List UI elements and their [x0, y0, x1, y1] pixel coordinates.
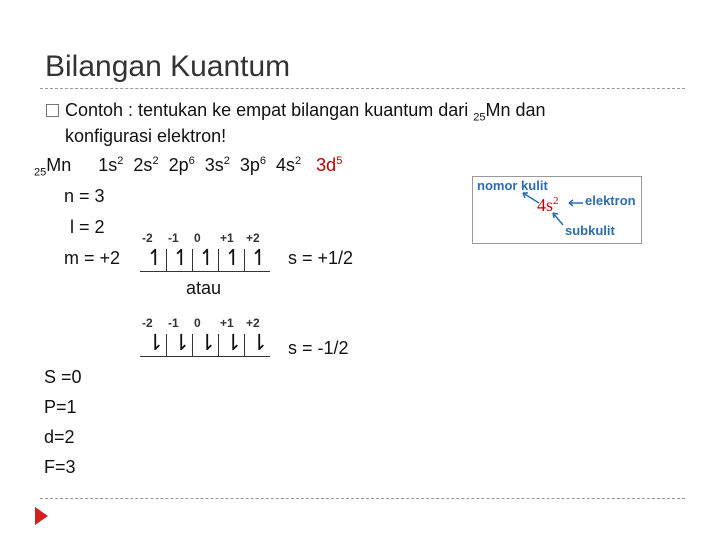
spin-up-value: s = +1/2: [288, 248, 354, 268]
electron-configuration: [34, 155, 342, 179]
symbol-p: P=1: [44, 397, 77, 417]
symbol-s: S =0: [44, 367, 82, 387]
orbital-label: +1: [220, 231, 234, 245]
orbital-diagram-up: [140, 245, 270, 272]
electron-spin-arrow: ⇂: [224, 330, 243, 355]
legend-elektron: elektron: [585, 193, 636, 208]
config-term: $2s^2$: [133, 155, 159, 175]
legend-nomor-kulit: nomor kulit: [477, 178, 548, 193]
orbital-label: +1: [220, 316, 234, 330]
next-slide-icon[interactable]: [35, 507, 48, 525]
spin-down-value: s = -1/2: [288, 338, 349, 358]
electron-spin-arrow: ⇂: [172, 330, 191, 355]
orbital-label: +2: [246, 316, 260, 330]
highlight-term: $3d^5$: [316, 155, 343, 175]
question-text: Contoh : tentukan ke empat bilangan kuantum dari: [65, 100, 474, 120]
symbol-d: d=2: [44, 427, 75, 447]
orbital-label: +2: [246, 231, 260, 245]
page-title: Bilangan Kuantum: [45, 50, 291, 83]
config-term: $3s^2$: [204, 155, 230, 175]
electron-spin-arrow: ↿: [250, 245, 269, 270]
config-term: $1s^2$: [98, 155, 124, 175]
quantum-legend-box: [472, 176, 642, 244]
legend-arrows-icon: [473, 177, 641, 243]
atomic-number: 25: [34, 166, 47, 179]
config-term: $3p^6$: [239, 155, 267, 175]
atau-label: atau: [186, 278, 222, 298]
electron-spin-arrow: ⇂: [250, 330, 269, 355]
legend-example: $4s^2$: [537, 195, 559, 215]
question-line-1: [65, 100, 546, 124]
config-term: $2p^6$: [168, 155, 195, 175]
legend-subkulit: subkulit: [565, 223, 615, 238]
l-value: l = 2: [70, 217, 105, 237]
electron-spin-arrow: ↿: [224, 245, 243, 270]
electron-spin-arrow: ⇂: [146, 330, 165, 355]
electron-spin-arrow: ↿: [198, 245, 217, 270]
orbital-label: -1: [168, 231, 179, 245]
title-divider: [40, 88, 685, 89]
question-line-2: konfigurasi elektron!: [65, 126, 227, 146]
orbital-label: 0: [194, 231, 201, 245]
footer-divider: [40, 498, 685, 499]
element-symbol: Mn: [46, 155, 72, 175]
n-value: n = 3: [64, 186, 105, 206]
electron-spin-arrow: ↿: [146, 245, 165, 270]
m-value: m = +2: [64, 248, 121, 268]
question-atomic-number: 25: [473, 111, 486, 124]
orbital-label: 0: [194, 316, 201, 330]
orbital-label: -1: [168, 316, 179, 330]
electron-spin-arrow: ↿: [172, 245, 191, 270]
question-element: Mn dan: [485, 100, 546, 120]
symbol-f: F=3: [44, 457, 76, 477]
orbital-diagram-down: [140, 330, 270, 357]
bullet-box-icon: [46, 104, 59, 117]
configuration-terms: [98, 155, 311, 175]
orbital-label: -2: [142, 316, 153, 330]
config-term: $4s^2$: [276, 155, 302, 175]
electron-spin-arrow: ⇂: [198, 330, 217, 355]
orbital-label: -2: [142, 231, 153, 245]
